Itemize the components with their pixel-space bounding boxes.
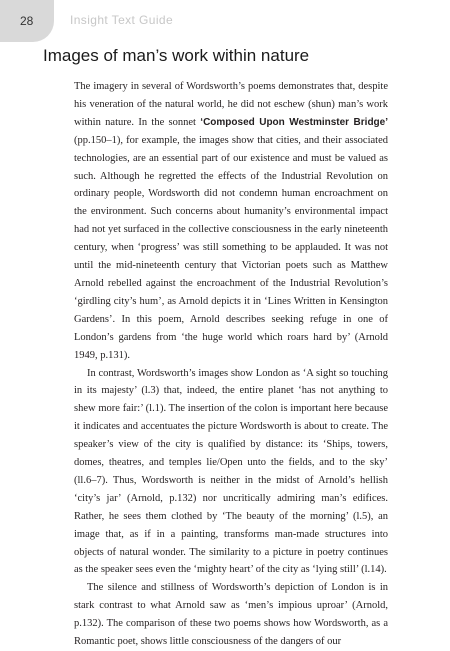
paragraph-3: The silence and stillness of Wordsworth’s depiction of London is in stark contrast to what Arnold saw as ‘men’s impious uproar’ (Arnold, p.132). The comparison of these two poems shows how Wordsworth, as a Romantic poet, shows little consciousness of the dangers of our: [74, 582, 388, 648]
section-heading: Images of man’s work within nature: [43, 46, 310, 65]
paragraph-1-text-end: (pp.150–1), for example, the images show that cities, and their associated technologies, are an essential part of our existence and must be valued as such. Although he regretted the effects of the Industrial Revolution on ordinary people, Wordsworth did not condemn human encroachment on the environment. Such concerns about humanity’s environmental impact had not yet surfaced in the collective consciousness in the early nineteenth century, when ‘progress’ was still something to be applauded. It was not until the mid-nineteenth century that Victorian poets such as Matthew Arnold rebelled against the encroachment of the Industrial Revolution’s ‘girdling city’s hum’, as Arnold depicts it in ‘Lines Written in Kensington Gardens’. In this poem, Arnold describes seeking refuge in one of London’s gardens from ‘the huge world which roars hard by’ (Arnold 1949, p.131).: [74, 134, 388, 361]
page-number: 28: [20, 14, 34, 28]
paragraph-1-text-start: The imagery in several of Wordsworth’s poems demonstrates that, despite his veneration of the natural world, he did not eschew (shun) man’s work within nature. In the sonnet: [74, 81, 388, 128]
paragraph-1: [74, 78, 388, 365]
paragraph-2: In contrast, Wordsworth’s images show London as ‘A sight so touching in its majesty’ (l.3) that, indeed, the entire planet ‘has not anything to shew more fair:’ (l.1). The insertion of the colon is important here because it indicates and accentuates the picture Wordsworth is about to create. The speaker’s view of the city is qualified by distance: its ‘Ships, towers, domes, theatres, and temples lie/Open unto the fields, and to the sky’ (ll.6–7). Thus, Wordsworth is neither in the midst of Arnold’s hellish ‘city’s jar’ (Arnold, p.132) nor uncritically admiring man’s edifices. Rather, he sees them clothed by ‘The beauty of the morning’ (l.5), an image that, as if in a painting, transforms man-made structures into objects of natural wonder. The similarity to a picture in poetry continues as the speaker sees even the ‘mighty heart’ of the city as ‘lying still’ (l.14).: [74, 367, 388, 576]
running-head: Insight Text Guide: [70, 13, 174, 27]
poem-title-bold: ‘Composed Upon Westminster Bridge’: [200, 116, 388, 128]
body-text: [74, 78, 388, 651]
